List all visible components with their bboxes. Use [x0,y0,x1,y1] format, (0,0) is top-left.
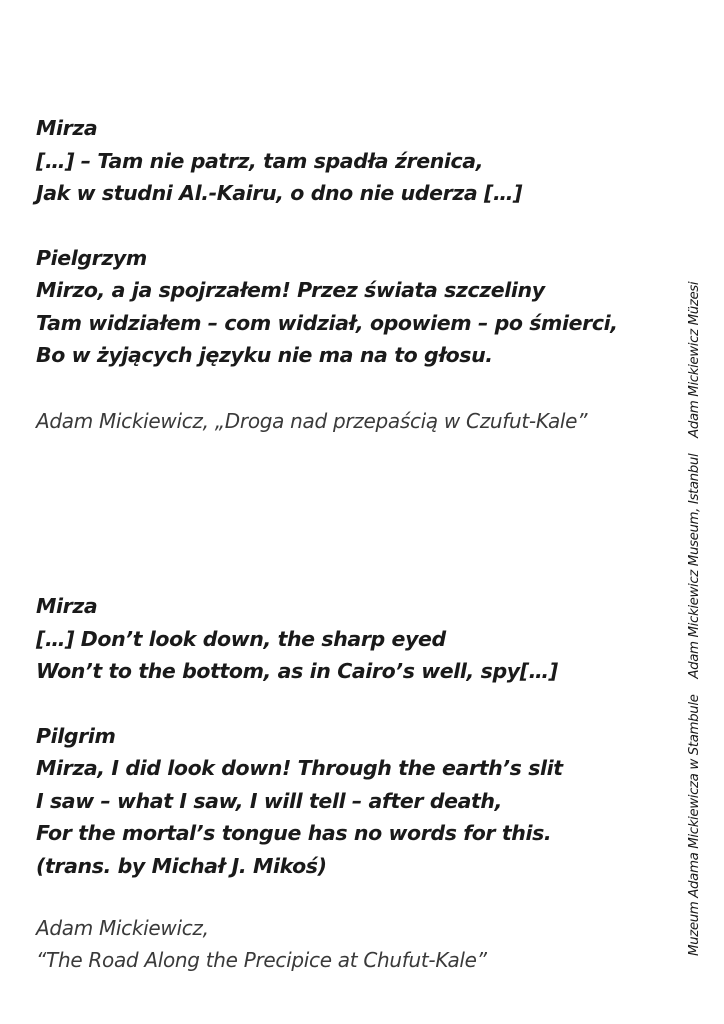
verse-line: Bo w żyjących języku nie ma na to głosu. [36,343,493,367]
speaker-pielgrzym: Pielgrzym [36,245,147,270]
verse-line: Mirzo, a ja spojrzałem! Przez świata szczeliny [36,278,545,302]
verse-line: […] – Tam nie patrz, tam spadła źrenica, [36,148,484,173]
verse-line: For the mortal’s tongue has no words for this. [36,821,552,845]
museum-name-english: Adam Mickiewicz Museum, Istanbul [687,453,702,679]
verse-line: Tam widziałem – com widział, opowiem – po śmierci, [36,310,618,335]
english-quote [36,590,676,976]
verse-line: Mirza, I did look down! Through the earth’s slit [36,756,563,780]
speaker-mirza-en: Mirza [36,594,98,618]
translator-credit: (trans. by Michał J. Mikoś) [36,853,327,878]
speaker-pilgrim: Pilgrim [36,723,116,748]
english-attribution [36,912,676,976]
polish-quote [36,112,676,437]
polish-stanza-2 [36,242,676,372]
speaker-mirza-pl: Mirza [36,116,98,140]
museum-sidebar [684,118,720,956]
verse-line: Won’t to the bottom, as in Cairo’s well, spy[…] [36,659,558,683]
verse-line: Jak w studni Al.-Kairu, o dno nie uderza […] [36,181,523,205]
verse-line: […] Don’t look down, the sharp eyed [36,626,446,651]
museum-name-polish: Muzeum Adama Mickiewicza w Stambule [687,694,702,956]
verse-line: I saw – what I saw, I will tell – after death, [36,788,503,813]
polish-attribution: Adam Mickiewicz, „Droga nad przepaścią w Czufut-Kale” [36,408,588,433]
museum-name-turkish: Adam Mickiewicz Müzesi [687,281,702,438]
english-stanza-1 [36,590,676,688]
polish-stanza-1 [36,112,676,210]
english-stanza-2 [36,720,676,883]
museum-name-vertical [684,118,706,956]
attribution-author: Adam Mickiewicz, [36,916,209,940]
attribution-title: “The Road Along the Precipice at Chufut-Kale” [36,948,487,972]
